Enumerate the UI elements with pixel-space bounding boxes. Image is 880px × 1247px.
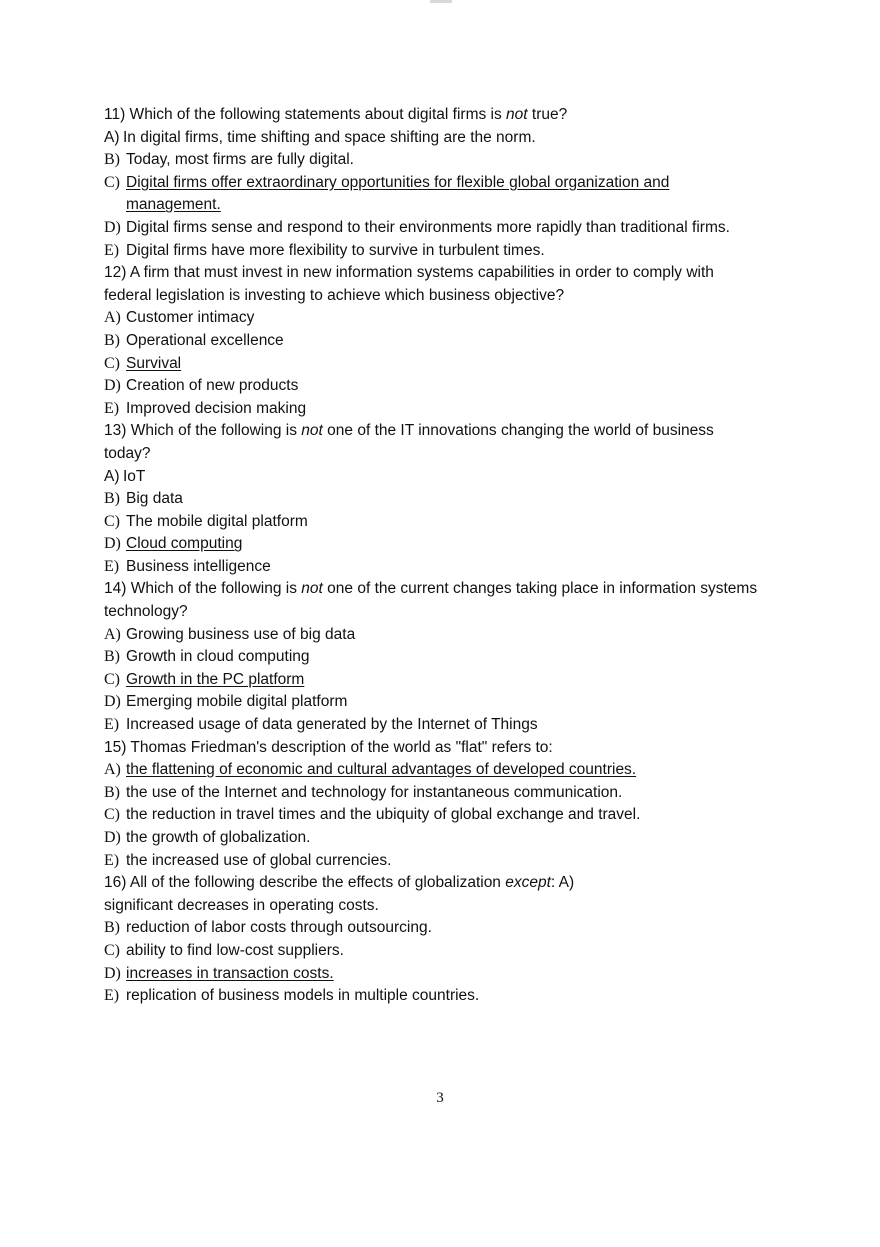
option-b <box>104 646 804 669</box>
option-text: IoT <box>123 467 146 485</box>
option-letter: A) <box>104 309 121 327</box>
option-text: reduction of labor costs through outsourcing. <box>126 919 432 937</box>
option-d <box>104 827 804 850</box>
question-list <box>104 104 804 1008</box>
option-d <box>104 963 804 986</box>
option-e <box>104 556 804 579</box>
option-letter: C) <box>104 670 120 688</box>
option-text: the growth of globalization. <box>126 829 311 846</box>
option-d <box>104 533 804 556</box>
correct-answer-text: increases in transaction costs. <box>126 964 334 982</box>
option-letter: A) <box>104 761 121 779</box>
option-a <box>104 127 804 150</box>
option-a <box>104 624 804 647</box>
option-e <box>104 240 804 263</box>
option-text: Digital firms have more flexibility to survive in turbulent times. <box>126 241 545 259</box>
option-letter: D) <box>104 218 121 236</box>
question-11 <box>104 104 804 262</box>
option-c <box>104 353 804 376</box>
option-letter: D) <box>104 693 121 711</box>
option-text: Business intelligence <box>126 557 271 575</box>
question-stem: 11) Which of the following statements about digital firms is not true? <box>104 106 568 123</box>
option-letter: C) <box>104 173 120 191</box>
option-letter: D) <box>104 377 121 395</box>
page-number: 3 <box>436 1090 444 1106</box>
option-d <box>104 691 804 714</box>
option-text: the reduction in travel times and the ubiquity of global exchange and travel. <box>126 806 641 824</box>
option-a <box>104 759 804 782</box>
option-text: Increased usage of data generated by the Internet of Things <box>126 716 538 734</box>
option-letter: A) <box>104 128 120 146</box>
option-e <box>104 985 804 1008</box>
option-letter: C) <box>104 354 120 372</box>
option-letter: C) <box>104 941 120 959</box>
option-letter: B) <box>104 151 120 169</box>
option-text: In digital firms, time shifting and space shifting are the norm. <box>123 128 536 146</box>
option-e <box>104 714 804 737</box>
question-stem: 16) All of the following describe the effects of globalization except: A) <box>104 874 575 892</box>
option-d <box>104 375 804 398</box>
option-a <box>104 307 804 330</box>
correct-answer-text: Cloud computing <box>126 535 243 553</box>
option-text: The mobile digital platform <box>126 512 308 530</box>
option-letter: A) <box>104 467 120 485</box>
option-b <box>104 149 804 172</box>
option-letter: D) <box>104 964 121 982</box>
option-text: Operational excellence <box>126 331 284 349</box>
question-stem: 12) A firm that must invest in new information systems capabilities in order to comply with federal legislation is investing to achieve which business objective? <box>104 264 714 304</box>
option-text: Big data <box>126 490 183 508</box>
option-letter: B) <box>104 919 120 937</box>
option-e <box>104 850 804 873</box>
question-15 <box>104 737 804 873</box>
option-letter: E) <box>104 987 120 1005</box>
option-letter: D) <box>104 829 121 846</box>
option-c <box>104 940 804 963</box>
correct-answer-text: Survival <box>126 354 182 372</box>
option-text: the increased use of global currencies. <box>126 851 392 869</box>
question-stem: 13) Which of the following is not one of the IT innovations changing the world of business today? <box>104 422 714 462</box>
option-text: the use of the Internet and technology for instantaneous communication. <box>126 783 623 801</box>
option-b <box>104 330 804 353</box>
option-e <box>104 398 804 421</box>
option-letter: E) <box>104 557 120 575</box>
correct-answer-text: Growth in the PC platform <box>126 670 305 688</box>
question-stem: 14) Which of the following is not one of the current changes taking place in information systems technology? <box>104 580 758 621</box>
correct-answer-text: the flattening of economic and cultural advantages of developed countries. <box>126 761 637 779</box>
header-mark <box>430 0 452 3</box>
question-stem: 15) Thomas Friedman's description of the world as "flat" refers to: <box>104 738 553 756</box>
option-letter: D) <box>104 535 121 553</box>
option-text: Improved decision making <box>126 399 307 417</box>
option-text: ability to find low-cost suppliers. <box>126 941 344 959</box>
option-b <box>104 782 804 805</box>
option-d <box>104 217 804 240</box>
option-letter: E) <box>104 399 120 417</box>
option-text: replication of business models in multiple countries. <box>126 987 480 1005</box>
option-text: Customer intimacy <box>126 309 255 327</box>
correct-answer-text: Digital firms offer extraordinary opportunities for flexible global organization and management. <box>126 173 670 214</box>
option-c <box>104 511 804 534</box>
option-letter: E) <box>104 851 120 869</box>
option-letter: B) <box>104 783 120 801</box>
option-text: Today, most firms are fully digital. <box>126 151 354 169</box>
question-stem-continued: significant decreases in operating costs. <box>104 896 379 914</box>
option-text: Digital firms sense and respond to their environments more rapidly than traditional firms. <box>126 218 730 236</box>
question-14 <box>104 578 804 736</box>
question-12 <box>104 262 804 420</box>
option-letter: B) <box>104 490 120 508</box>
option-letter: E) <box>104 716 120 734</box>
option-text: Growth in cloud computing <box>126 648 310 666</box>
option-letter: B) <box>104 648 120 666</box>
option-b <box>104 488 804 511</box>
question-13 <box>104 420 804 578</box>
option-b <box>104 917 804 940</box>
option-text: Growing business use of big data <box>126 625 356 643</box>
option-letter: E) <box>104 241 120 259</box>
option-text: Creation of new products <box>126 377 299 395</box>
option-c <box>104 172 804 217</box>
option-letter: B) <box>104 331 120 349</box>
option-a <box>104 466 804 489</box>
option-letter: A) <box>104 625 121 643</box>
option-letter: C) <box>104 512 120 530</box>
option-c <box>104 669 804 692</box>
question-16 <box>104 872 804 1008</box>
option-text: Emerging mobile digital platform <box>126 693 348 711</box>
option-letter: C) <box>104 806 120 824</box>
option-c <box>104 804 804 827</box>
